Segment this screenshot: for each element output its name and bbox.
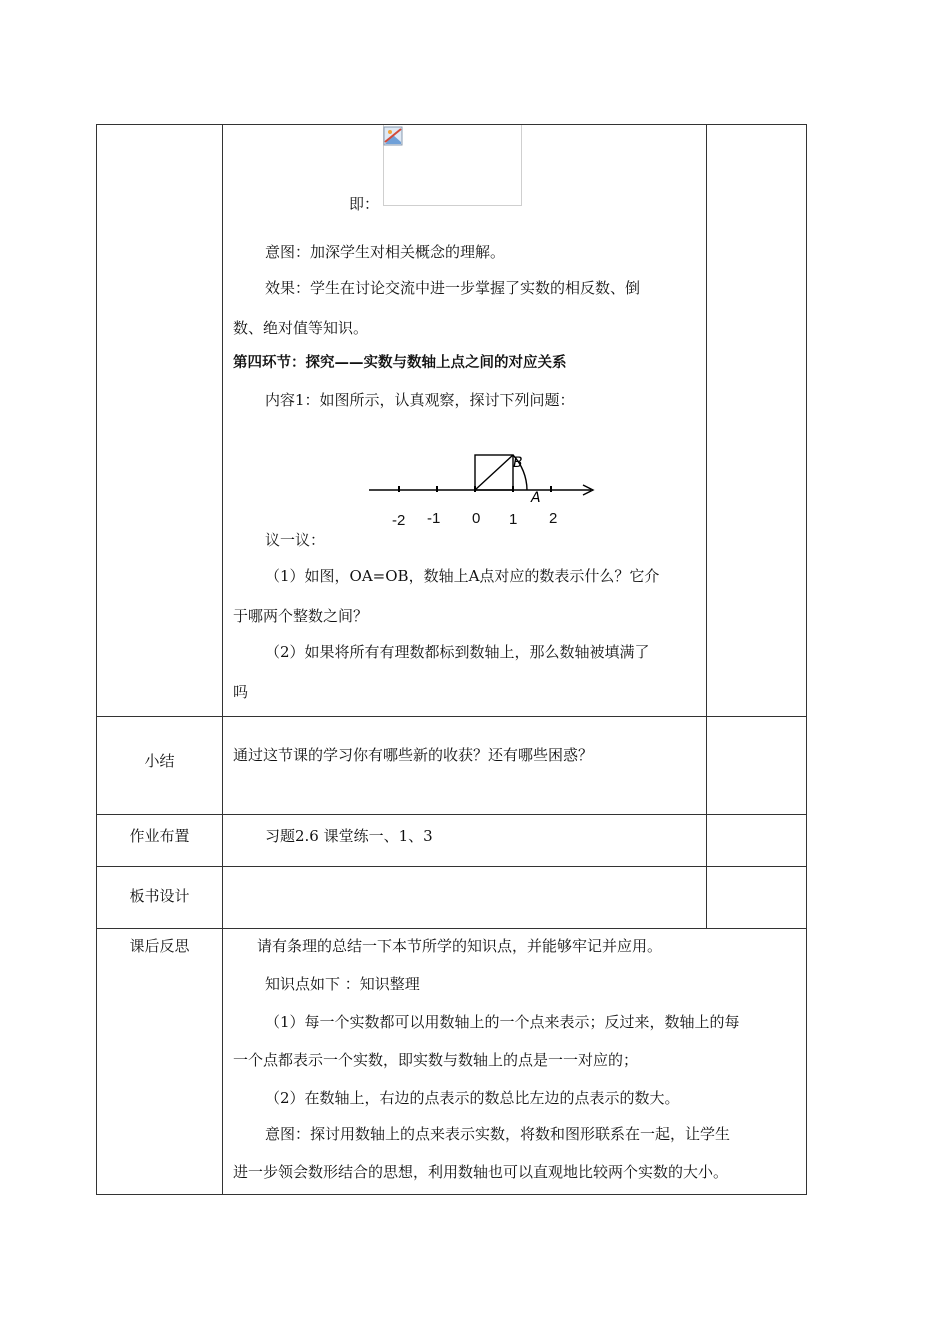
reflection-line-3b: 一个点都表示一个实数，即实数与数轴上的点是一一对应的；	[233, 1051, 639, 1069]
board-content	[223, 867, 707, 929]
notes-column	[707, 717, 807, 815]
diagonal-ob	[475, 455, 513, 490]
question-2-line-2: 吗	[233, 683, 249, 701]
section4-heading: 第四环节：探究——实数与数轴上点之间的对应关系	[233, 355, 567, 371]
row-label-empty	[97, 125, 223, 717]
row-board-design	[97, 867, 807, 929]
row-section4	[97, 125, 807, 717]
row-homework	[97, 815, 807, 867]
reflection-line-1: 请有条理的总结一下本节所学的知识点，并能够牢记并应用。	[257, 937, 663, 955]
lesson-plan-table	[96, 124, 807, 1195]
board-label: 板书设计	[97, 867, 223, 929]
ji-label: 即：	[349, 195, 380, 213]
reflection-line-3a: （1）每一个实数都可以用数轴上的一个点来表示；反过来，数轴上的每	[265, 1013, 740, 1031]
row-reflection	[97, 929, 807, 1195]
axis-label-neg1: -1	[427, 510, 441, 527]
axis-label-neg2: -2	[392, 512, 406, 529]
notes-column	[707, 125, 807, 717]
broken-image-icon	[383, 126, 403, 146]
question-1-line-1: （1）如图，OA=OB，数轴上A点对应的数表示什么？它介	[265, 567, 660, 585]
point-b-label: B	[513, 455, 523, 471]
notes-column	[707, 867, 807, 929]
notes-column	[707, 815, 807, 867]
section4-content	[223, 125, 707, 717]
reflection-line-5b: 进一步领会数形结合的思想，利用数轴也可以直观地比较两个实数的大小。	[233, 1163, 729, 1181]
question-2-line-1: （2）如果将所有有理数都标到数轴上，那么数轴被填满了	[265, 643, 650, 661]
intent-line: 意图：加深学生对相关概念的理解。	[265, 243, 506, 261]
point-a-label: A	[531, 490, 541, 506]
reflection-label: 课后反思	[97, 929, 223, 1195]
reflection-line-2: 知识点如下 ：知识整理	[265, 975, 420, 993]
reflection-line-5a: 意图：探讨用数轴上的点来表示实数，将数和图形联系在一起，让学生	[265, 1125, 731, 1143]
axis-label-0: 0	[472, 510, 481, 527]
reflection-content	[223, 929, 807, 1195]
discuss-label: 议一议：	[265, 531, 326, 549]
reflection-line-4: （2）在数轴上，右边的点表示的数总比左边的点表示的数大。	[265, 1089, 680, 1107]
summary-text: 通过这节课的学习你有哪些新的收获？还有哪些困惑？	[223, 717, 707, 815]
axis-label-1: 1	[509, 511, 518, 528]
content-1-line: 内容1：如图所示，认真观察，探讨下列问题：	[265, 391, 575, 409]
effect-line-1: 效果：学生在讨论交流中进一步掌握了实数的相反数、倒	[265, 279, 641, 297]
effect-line-2: 数、绝对值等知识。	[233, 319, 369, 337]
question-1-line-2: 于哪两个整数之间？	[233, 607, 369, 625]
axis-label-2: 2	[549, 510, 558, 527]
broken-image-frame	[383, 125, 522, 206]
homework-label: 作业布置	[97, 815, 223, 867]
row-summary	[97, 717, 807, 815]
summary-label: 小结	[97, 717, 223, 815]
homework-text: 习题2.6 课堂练一、1、3	[223, 815, 707, 867]
